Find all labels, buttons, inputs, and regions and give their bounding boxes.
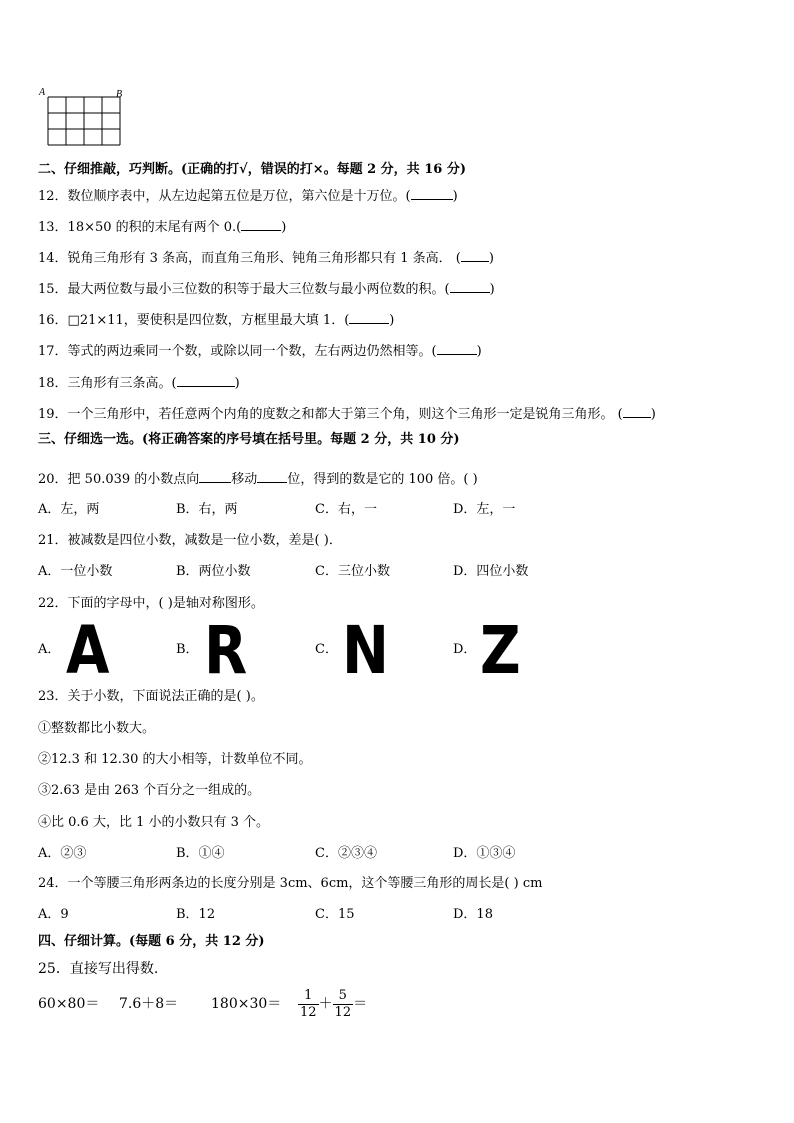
question-15-close: ) bbox=[489, 282, 495, 297]
question-14-close: ) bbox=[488, 251, 494, 266]
question-19-close: ) bbox=[650, 407, 656, 422]
q22-option-d-label[interactable]: D． bbox=[453, 642, 477, 657]
answer-blank-15[interactable] bbox=[450, 280, 490, 293]
question-14 bbox=[38, 249, 494, 268]
grid-drawing bbox=[38, 86, 128, 148]
question-16 bbox=[38, 311, 394, 330]
question-12-text: 12．数位顺序表中，从左边起第五位是万位，第六位是十万位。( bbox=[38, 189, 411, 204]
answer-blank-18[interactable] bbox=[177, 374, 235, 387]
q24-option-d[interactable]: D．18 bbox=[453, 907, 493, 922]
question-20 bbox=[38, 470, 478, 489]
fraction-2-denominator: 12 bbox=[334, 1004, 352, 1020]
question-16-close: ) bbox=[389, 313, 395, 328]
answer-blank-16[interactable] bbox=[349, 311, 389, 324]
question-21: 21．被减数是四位小数，减数是一位小数，差是( )． bbox=[38, 533, 342, 548]
calc-expr-4 bbox=[298, 986, 367, 1022]
equals-sign: ＝ bbox=[353, 996, 368, 1012]
q22-letter-a: A bbox=[66, 612, 110, 689]
question-19-text: 19．一个三角形中，若任意两个内角的度数之和都大于第三个角，则这个三角形一定是锐角三角形。 ( bbox=[38, 407, 623, 422]
question-25: 25．直接写出得数. bbox=[38, 961, 159, 977]
section-2-title: 二、仔细推敲，巧判断。(正确的打√，错误的打×。每题 2 分，共 16 分) bbox=[38, 162, 466, 177]
question-20-part1: 20．把 50.039 的小数点向 bbox=[38, 472, 200, 487]
plus-sign: ＋ bbox=[318, 996, 333, 1012]
fraction-2-numerator: 5 bbox=[333, 988, 354, 1005]
q23-statement-1: ①整数都比小数大。 bbox=[38, 721, 156, 736]
calc-expr-3: 180×30＝ bbox=[211, 996, 282, 1012]
answer-blank-17[interactable] bbox=[437, 342, 477, 355]
fraction-2 bbox=[333, 988, 354, 1021]
question-16-text: 16．□21×11，要使积是四位数，方框里最大填 1．( bbox=[38, 313, 350, 328]
q20-option-d[interactable]: D．左，一 bbox=[453, 502, 516, 517]
question-13-text: 13．18×50 的积的末尾有两个 0.( bbox=[38, 220, 242, 235]
question-18 bbox=[38, 374, 240, 393]
q20-option-b[interactable]: B．右，两 bbox=[176, 502, 238, 517]
question-23: 23．关于小数，下面说法正确的是( )。 bbox=[38, 689, 264, 704]
q23-statement-2: ②12.3 和 12.30 的大小相等，计数单位不同。 bbox=[38, 752, 312, 767]
fraction-1 bbox=[298, 988, 319, 1021]
question-17 bbox=[38, 342, 482, 361]
question-13-close: ) bbox=[281, 220, 287, 235]
q21-option-d[interactable]: D．四位小数 bbox=[453, 564, 529, 579]
calc-expr-1: 60×80＝ bbox=[38, 996, 100, 1012]
answer-blank-13[interactable] bbox=[241, 218, 281, 231]
q23-statement-3: ③2.63 是由 263 个百分之一组成的。 bbox=[38, 783, 261, 798]
answer-blank-20a[interactable] bbox=[199, 470, 231, 483]
q21-option-b[interactable]: B．两位小数 bbox=[176, 564, 251, 579]
fraction-1-denominator: 12 bbox=[300, 1004, 317, 1020]
question-20-part3: 位，得到的数是它的 100 倍。( ) bbox=[287, 472, 478, 487]
q22-option-b-label[interactable]: B． bbox=[176, 642, 199, 657]
grid-figure bbox=[38, 86, 128, 152]
answer-blank-19[interactable] bbox=[623, 405, 651, 418]
question-18-text: 18．三角形有三条高。( bbox=[38, 376, 177, 391]
q22-option-c-label[interactable]: C． bbox=[315, 642, 338, 657]
question-12 bbox=[38, 187, 458, 206]
q23-statement-4: ④比 0.6 大，比 1 小的小数只有 3 个。 bbox=[38, 815, 270, 830]
q23-option-d[interactable]: D．①③④ bbox=[453, 846, 516, 861]
question-13 bbox=[38, 218, 286, 237]
question-18-close: ) bbox=[234, 376, 240, 391]
answer-blank-20b[interactable] bbox=[257, 470, 287, 483]
point-a-label: A bbox=[39, 87, 46, 98]
q22-option-a-label[interactable]: A． bbox=[38, 642, 61, 657]
q21-option-a[interactable]: A．一位小数 bbox=[38, 564, 113, 579]
q20-option-c[interactable]: C．右，一 bbox=[315, 502, 377, 517]
section-4-title: 四、仔细计算。(每题 6 分，共 12 分) bbox=[38, 934, 265, 949]
q24-option-c[interactable]: C．15 bbox=[315, 907, 355, 922]
q21-option-c[interactable]: C．三位小数 bbox=[315, 564, 390, 579]
question-14-text: 14．锐角三角形有 3 条高，而直角三角形、钝角三角形都只有 1 条高． ( bbox=[38, 251, 461, 266]
calc-expr-2: 7.6＋8＝ bbox=[119, 996, 179, 1012]
q22-letter-z: Z bbox=[480, 612, 521, 689]
q23-option-c[interactable]: C．②③④ bbox=[315, 846, 377, 861]
question-19 bbox=[38, 405, 656, 424]
question-17-close: ) bbox=[476, 344, 482, 359]
answer-blank-14[interactable] bbox=[461, 249, 489, 262]
section-3-title: 三、仔细选一选。(将正确答案的序号填在括号里。每题 2 分，共 10 分) bbox=[38, 432, 460, 447]
question-22: 22．下面的字母中，( )是轴对称图形。 bbox=[38, 596, 264, 611]
q23-option-b[interactable]: B．①④ bbox=[176, 846, 225, 861]
q20-option-a[interactable]: A．左，两 bbox=[38, 502, 100, 517]
q22-letter-r: R bbox=[204, 612, 248, 689]
fraction-1-numerator: 1 bbox=[298, 988, 319, 1005]
q24-option-b[interactable]: B．12 bbox=[176, 907, 216, 922]
point-b-label: B bbox=[116, 89, 123, 100]
question-15-text: 15．最大两位数与最小三位数的积等于最大三位数与最小两位数的积。( bbox=[38, 282, 450, 297]
question-15 bbox=[38, 280, 495, 299]
question-12-close: ) bbox=[452, 189, 458, 204]
question-24: 24．一个等腰三角形两条边的长度分别是 3cm、6cm，这个等腰三角形的周长是( ) cm bbox=[38, 876, 543, 891]
q24-option-a[interactable]: A．9 bbox=[38, 907, 69, 922]
q23-option-a[interactable]: A．②③ bbox=[38, 846, 87, 861]
question-20-part2: 移动 bbox=[231, 472, 258, 487]
question-17-text: 17．等式的两边乘同一个数，或除以同一个数，左右两边仍然相等。( bbox=[38, 344, 437, 359]
q22-letter-n: N bbox=[342, 612, 389, 689]
answer-blank-12[interactable] bbox=[411, 187, 453, 200]
